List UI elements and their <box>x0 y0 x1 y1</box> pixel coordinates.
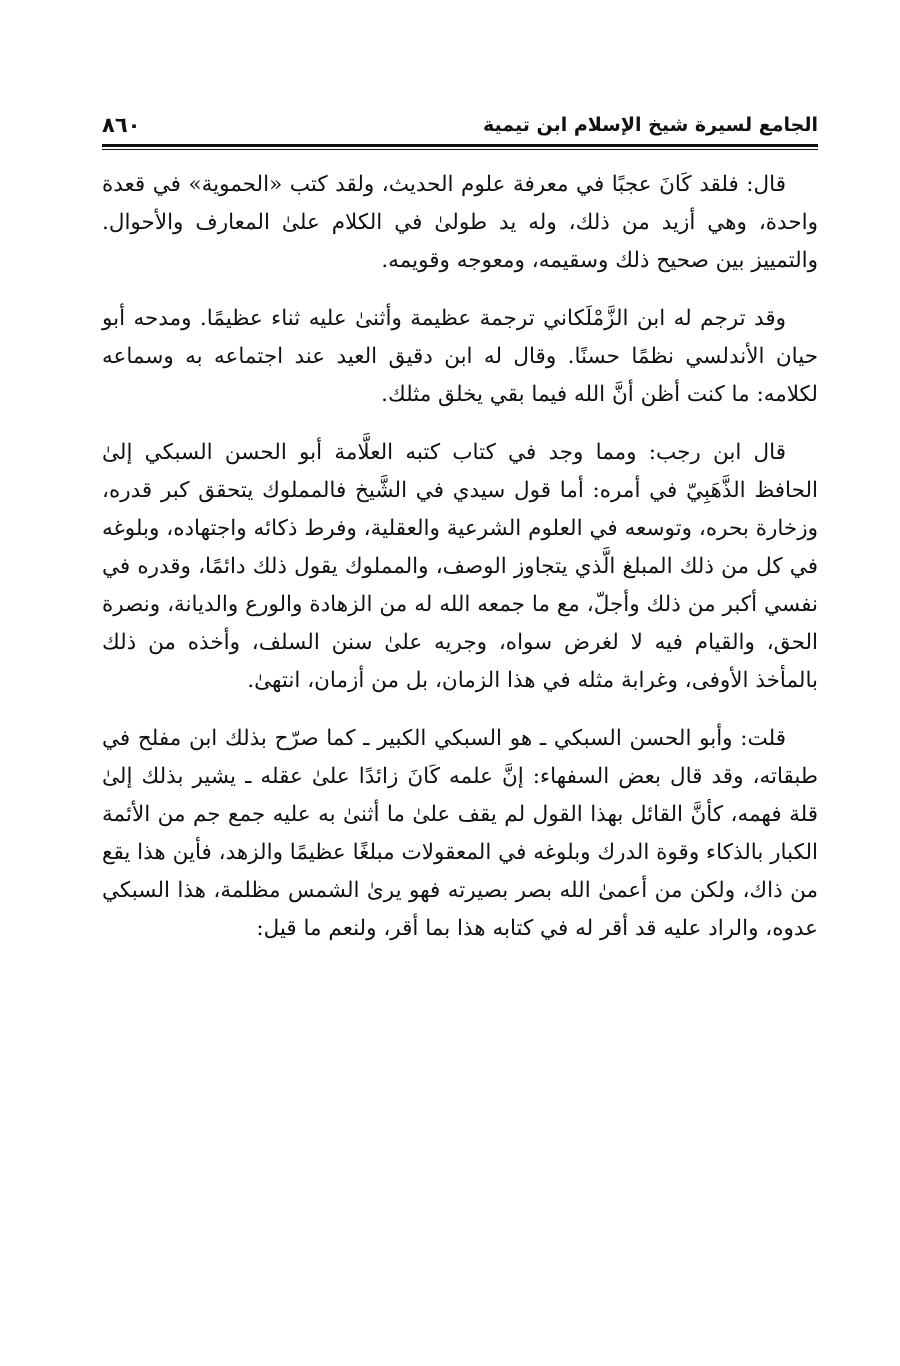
page-body <box>102 166 818 948</box>
header-rule-thin <box>102 149 818 150</box>
paragraph-4: قلت: وأبو الحسن السبكي ـ هو السبكي الكبير ـ كما صرّح بذلك ابن مفلح في طبقاته، وقد قال بعض السفهاء: إنَّ علمه كَانَ زائدًا علىٰ عقله ـ يشير بذلك إلىٰ قلة فهمه، كأنَّ القائل بهذا القول لم يقف علىٰ ما أثنىٰ به عليه جمع جم من الأئمة الكبار بالذكاء وقوة الدرك وبلوغه في المعقولات مبلغًا عظيمًا والزهد، فأين هذا يقع من ذاك، ولكن من أعمىٰ الله بصر بصيرته فهو يرىٰ الشمس مظلمة، هذا السبكي عدوه، والراد عليه قد أقر له في كتابه هذا بما أقر، ولنعم ما قيل: <box>102 726 818 941</box>
paragraph-3: قال ابن رجب: ومما وجد في كتاب كتبه العلَّامة أبو الحسن السبكي إلىٰ الحافظ الذَّهَبِيّ في أمره: أما قول سيدي في الشَّيخ فالمملوك يتحقق كبر قدره، وزخارة بحره، وتوسعه في العلوم الشرعية والعقلية، وفرط ذكائه واجتهاده، وبلوغه في كل من ذلك المبلغ الَّذي يتجاوز الوصف، والمملوك يقول ذلك دائمًا، وقدره في نفسي أكبر من ذلك وأجلّ، مع ما جمعه الله له من الزهادة والورع والديانة، ونصرة الحق، والقيام فيه لا لغرض سواه، وجريه علىٰ سنن السلف، وأخذه من ذلك بالمأخذ الأوفى، وغرابة مثله في هذا الزمان، بل من أزمان، انتهىٰ. <box>102 440 818 693</box>
running-title: الجامع لسيرة شيخ الإسلام ابن تيمية <box>482 114 818 136</box>
header-rule-thick <box>102 144 818 147</box>
running-header <box>102 108 818 138</box>
book-page <box>102 108 818 1348</box>
paragraph-2: وقد ترجم له ابن الزَّمْلَكاني ترجمة عظيمة وأثنىٰ عليه ثناء عظيمًا. ومدحه أبو حيان الأندلسي نظمًا حسنًا. وقال له ابن دقيق العيد عند اجتماعه به وسماعه لكلامه: ما كنت أظن أنَّ الله فيما بقي يخلق مثلك. <box>102 306 818 407</box>
page-number: ٨٦٠ <box>102 113 141 137</box>
paragraph-1: قال: فلقد كَانَ عجبًا في معرفة علوم الحديث، ولقد كتب «الحموية» في قعدة واحدة، وهي أزيد من ذلك، وله يد طولىٰ في الكلام علىٰ المعارف والأحوال. والتمييز بين صحيح ذلك وسقيمه، ومعوجه وقويمه. <box>102 172 818 273</box>
